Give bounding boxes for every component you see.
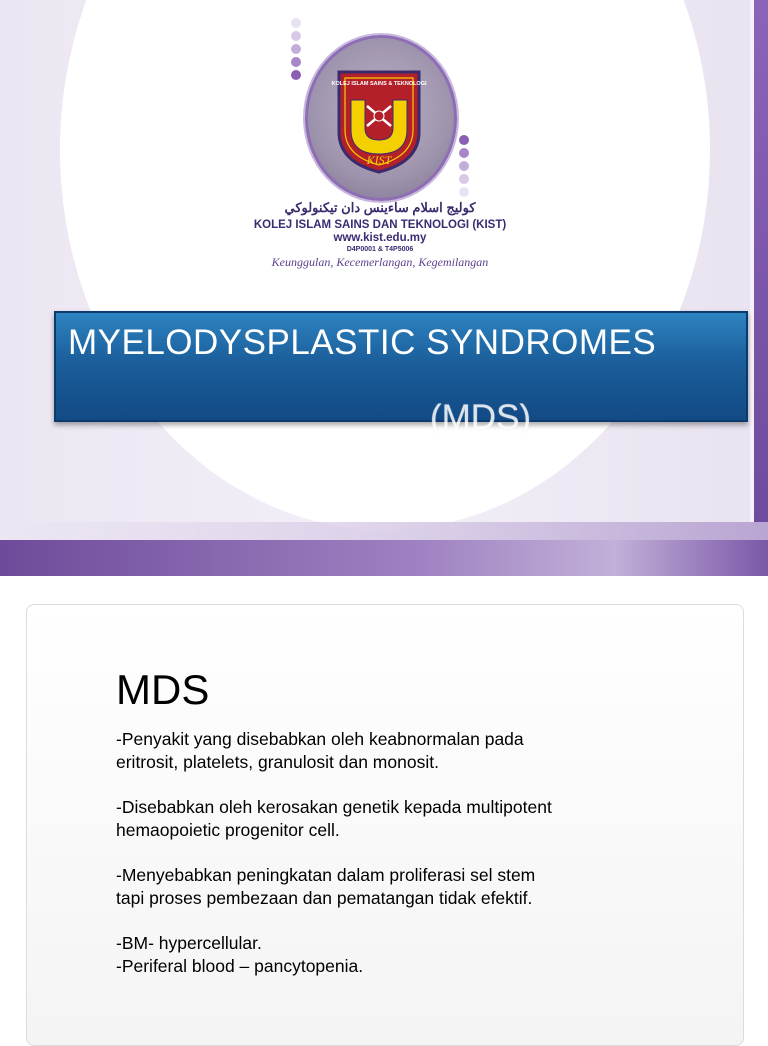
paragraph-line: -BM- hypercellular. [116,933,262,953]
decor-dots-left [291,18,301,80]
slide-title: MYELODYSPLASTIC SYNDROMES [68,323,657,362]
paragraph-line: -Penyakit yang disebabkan oleh keabnormalan pada [116,729,524,749]
paragraph-line: eritrosit, platelets, granulosit dan monosit. [116,752,439,772]
paragraph-line: -Disebabkan oleh kerosakan genetik kepada multipotent [116,797,552,817]
paragraph [116,932,636,978]
paragraph-line: -Menyebabkan peningkatan dalam proliferasi sel stem [116,865,536,885]
paragraph [116,864,636,910]
paragraph [116,728,636,774]
institution-codes: D4P0001 & T4P5006 [346,246,414,253]
content-body [116,728,636,978]
paragraph-line: hemaopoietic progenitor cell. [116,820,340,840]
slide-title-overflow: (MDS) [430,398,532,437]
right-stripe [754,0,768,540]
kist-shield-logo [331,70,427,174]
institution-motto: Keunggulan, Kecemerlangan, Kegemilangan [271,255,489,269]
paragraph-line: -Periferal blood – pancytopenia. [116,956,364,976]
bottom-band-fade [0,522,768,540]
institution-arabic-name: كوليج اسلام ساءينس دان تيكنولوكي [284,200,476,215]
decor-dots-right [459,135,469,197]
shield-bottom-text: KIST [366,153,392,167]
title-overflow-clip [430,398,560,446]
title-box [54,311,748,422]
shield-top-text: KOLEJ ISLAM SAINS & TEKNOLOGI [331,81,427,87]
institution-website: www.kist.edu.my [333,232,427,244]
bottom-band [0,540,768,576]
content-heading: MDS [116,666,210,713]
paragraph-line: tapi proses pembezaan dan pematangan tidak efektif. [116,888,533,908]
paragraph [116,796,636,842]
institution-name: KOLEJ ISLAM SAINS DAN TEKNOLOGI (KIST) [253,219,507,231]
